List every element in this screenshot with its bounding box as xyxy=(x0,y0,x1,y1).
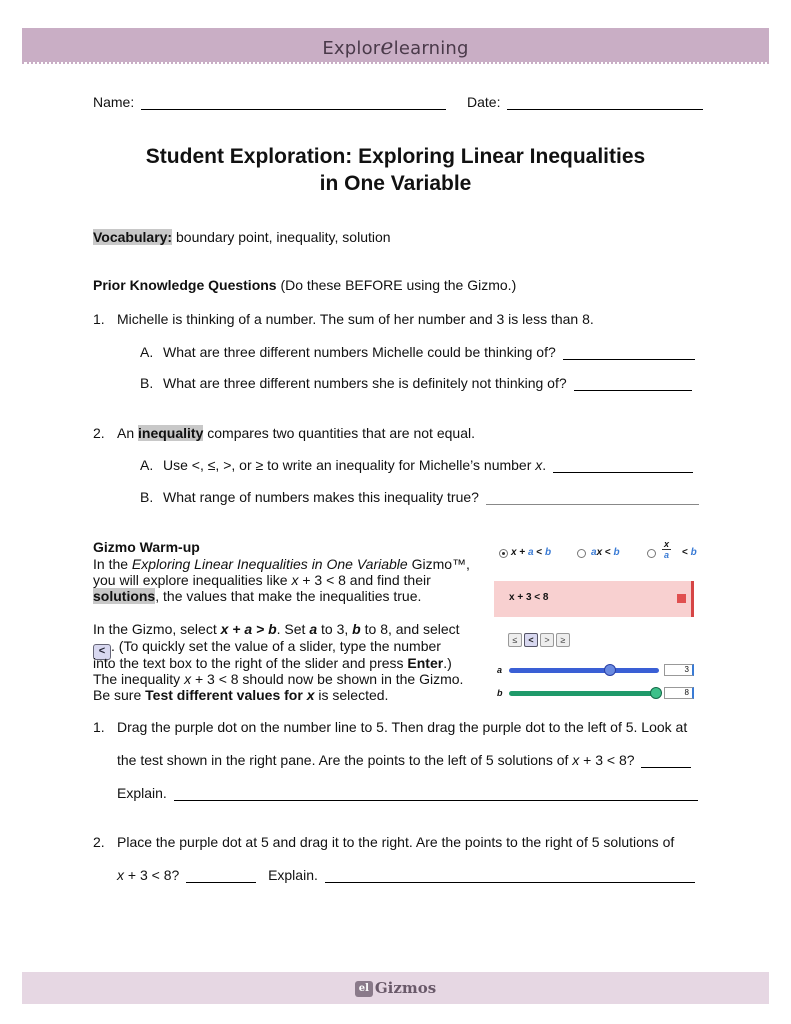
warmup-l1-pre: In the xyxy=(93,556,132,572)
q1a-row xyxy=(163,344,695,360)
warmup-p2-l5-post: is selected. xyxy=(314,687,389,703)
slider-a-track[interactable] xyxy=(509,668,659,673)
warmup-p2-l4-pre: The inequality xyxy=(93,671,185,687)
date-row xyxy=(467,94,703,110)
warmup-l3-post: , the values that make the inequalities true. xyxy=(155,588,422,604)
gizmos-logo xyxy=(22,979,769,997)
vocabulary-terms: boundary point, inequality, solution xyxy=(172,229,391,245)
warmup-p2-l5-pre: Be sure xyxy=(93,687,146,703)
q2a-answer-field[interactable] xyxy=(553,459,693,473)
gizmo-panel xyxy=(494,537,706,705)
wq2-number: 2. xyxy=(93,834,105,850)
slider-a-label: a xyxy=(497,665,503,675)
opt2-a: a xyxy=(591,547,597,558)
warmup-p2-a: a xyxy=(309,621,318,637)
warmup-enter: Enter xyxy=(407,655,444,671)
vocabulary-label: Vocabulary: xyxy=(93,229,173,245)
slider-b-value-input[interactable]: 8 xyxy=(664,687,694,699)
radio-x-plus-a[interactable] xyxy=(499,549,508,558)
q2-row xyxy=(117,425,475,441)
opt2-lt: < xyxy=(602,547,614,558)
warmup-p2-l2: . (To quickly set the value of a slider, type the number xyxy=(111,638,441,654)
inequality-display xyxy=(494,581,694,617)
date-label: Date: xyxy=(467,94,501,110)
date-field[interactable] xyxy=(507,96,703,110)
q2-post: compares two quantities that are not equal. xyxy=(203,425,475,441)
q1b-row xyxy=(163,375,692,391)
warmup-p2-post: to 8, and select xyxy=(360,621,460,637)
opt1-lt: < xyxy=(533,547,545,558)
page-title-line1: Student Exploration: Exploring Linear Inequalities xyxy=(145,145,646,168)
option-x-over-a-fraction xyxy=(662,539,671,560)
option-x-plus-a-label xyxy=(511,547,551,558)
q1-text: Michelle is thinking of a number. The sum of her number and 3 is less than 8. xyxy=(117,311,594,327)
explorelearning-logo xyxy=(22,35,769,60)
header-dotted-divider xyxy=(22,62,769,64)
q2b-text: What range of numbers makes this inequality true? xyxy=(163,489,479,505)
warmup-l2-var: x xyxy=(291,572,299,588)
prior-note: (Do these BEFORE using the Gizmo.) xyxy=(276,277,517,293)
slider-b-label: b xyxy=(497,688,503,698)
opt3-den: a xyxy=(664,550,670,560)
name-field[interactable] xyxy=(141,96,446,110)
prior-knowledge-heading xyxy=(93,277,516,293)
opt1-b: b xyxy=(544,547,552,558)
warmup-line2 xyxy=(93,572,431,588)
name-row xyxy=(93,94,446,110)
wq1-l2-post: + 3 < 8? xyxy=(579,752,635,768)
wq1-line2 xyxy=(117,752,691,768)
slider-b-track[interactable] xyxy=(509,691,659,696)
q1a-answer-field[interactable] xyxy=(563,346,695,360)
warmup-l2-pre: you will explore inequalities like xyxy=(93,572,292,588)
opt3-num: x xyxy=(664,539,670,549)
slider-a-value-input[interactable]: 3 xyxy=(664,664,694,676)
warmup-p2-b: b xyxy=(352,621,361,637)
q2a-post: . xyxy=(542,457,547,473)
q1b-letter: B. xyxy=(140,375,154,391)
header-bar xyxy=(22,28,769,62)
warmup-p2-l3-pre: into the text box to the right of the slider and press xyxy=(93,655,408,671)
wq2-explain-field[interactable] xyxy=(325,869,695,883)
wq1-line1: Drag the purple dot on the number line to 5. Then drag the purple dot to the left of 5. Look at xyxy=(117,719,688,735)
q2a-letter: A. xyxy=(140,457,154,473)
footer-bar xyxy=(22,972,769,1004)
warmup-p2-l5-var: x xyxy=(306,687,315,703)
logo-text-2: learning xyxy=(393,38,469,59)
warmup-p2-line3 xyxy=(93,655,452,671)
q2a-row xyxy=(163,457,693,473)
name-label: Name: xyxy=(93,94,135,110)
logo-script: e xyxy=(380,35,394,60)
warmup-test-label: Test different values for xyxy=(145,687,307,703)
slider-b-knob[interactable] xyxy=(650,687,662,699)
wq1-answer-field[interactable] xyxy=(641,754,691,768)
wq2-explain-label: Explain. xyxy=(268,867,318,883)
opt2-b: b xyxy=(613,547,620,558)
q2b-row xyxy=(163,489,699,505)
less-than-button-icon: < xyxy=(93,644,111,660)
wq2-l2-post: + 3 < 8? xyxy=(124,867,180,883)
opt3-b: b xyxy=(690,547,697,558)
option-x-over-a-label xyxy=(682,547,697,558)
comparison-buttons xyxy=(508,630,572,646)
warmup-line1 xyxy=(93,556,470,572)
slider-a-knob[interactable] xyxy=(604,664,616,676)
radio-ax[interactable] xyxy=(577,549,586,558)
warmup-heading: Gizmo Warm-up xyxy=(93,539,200,555)
opt1-plus: + xyxy=(516,547,528,558)
q1-number: 1. xyxy=(93,311,105,327)
warmup-p2-mid2: to 3, xyxy=(317,621,353,637)
radio-x-over-a[interactable] xyxy=(647,549,656,558)
q1b-text: What are three different numbers she is definitely not thinking of? xyxy=(163,375,567,391)
warmup-p2-l4-var: x xyxy=(184,671,192,687)
wq1-explain-field[interactable] xyxy=(174,787,698,801)
greater-than-button[interactable]: > xyxy=(540,633,554,647)
warmup-p2-mid: . Set xyxy=(276,621,310,637)
inequality-marker xyxy=(677,594,686,603)
warmup-l2-post: + 3 < 8 and find their xyxy=(298,572,431,588)
opt1-x: x xyxy=(511,547,517,558)
q1a-letter: A. xyxy=(140,344,154,360)
wq1-l2-var: x xyxy=(572,752,580,768)
wq1-l2-pre: the test shown in the right pane. Are the points to the left of 5 solutions of xyxy=(117,752,573,768)
wq2-answer-field[interactable] xyxy=(186,869,256,883)
option-ax-label xyxy=(591,547,620,558)
wq1-explain-label: Explain. xyxy=(117,785,167,801)
q2b-answer-field[interactable] xyxy=(486,491,699,505)
q2-term: inequality xyxy=(138,425,204,441)
inequality-type-selector xyxy=(494,541,706,569)
opt2-x: x xyxy=(596,547,603,558)
inequality-text: x + 3 < 8 xyxy=(509,592,549,603)
opt1-a: a xyxy=(527,547,534,558)
gizmos-badge-icon: el xyxy=(355,981,373,997)
q2-pre: An xyxy=(117,425,139,441)
warmup-p2-l3-post: .) xyxy=(443,655,452,671)
warmup-line3 xyxy=(93,588,421,604)
wq2-l2-var: x xyxy=(117,867,124,883)
logo-text-1: Explor xyxy=(322,38,381,59)
opt3-lt: < xyxy=(682,547,691,558)
warmup-l1-post: Gizmo™, xyxy=(407,556,470,572)
warmup-p2-line1 xyxy=(93,621,460,637)
warmup-p2-line5 xyxy=(93,687,388,703)
less-than-button[interactable]: < xyxy=(524,633,538,647)
warmup-solutions-term: solutions xyxy=(93,588,156,604)
q2a-var: x xyxy=(535,457,543,473)
wq1-explain-row xyxy=(117,785,698,801)
page-title-line2: in One Variable xyxy=(319,172,472,195)
q2-number: 2. xyxy=(93,425,105,441)
q1a-text: What are three different numbers Michelle could be thinking of? xyxy=(163,344,556,360)
gizmos-logo-text: Gizmos xyxy=(374,979,437,997)
wq1-number: 1. xyxy=(93,719,105,735)
vocabulary-row xyxy=(93,229,391,245)
wq2-line2 xyxy=(117,867,695,883)
greater-equal-button[interactable]: ≥ xyxy=(556,633,570,647)
q1b-answer-field[interactable] xyxy=(574,377,692,391)
warmup-p2-l4-post: + 3 < 8 should now be shown in the Gizmo. xyxy=(191,671,464,687)
prior-heading-text: Prior Knowledge Questions xyxy=(93,277,277,293)
wq2-line1: Place the purple dot at 5 and drag it to the right. Are the points to the right of 5 solutions of xyxy=(117,834,675,850)
q2b-letter: B. xyxy=(140,489,154,505)
warmup-p2-line4 xyxy=(93,671,463,687)
warmup-gizmo-name: Exploring Linear Inequalities in One Variable xyxy=(131,556,408,572)
q2a-text: Use <, ≤, >, or ≥ to write an inequality for Michelle’s number xyxy=(163,457,536,473)
warmup-p2-expr: x + a > b xyxy=(220,621,277,637)
less-equal-button[interactable]: ≤ xyxy=(508,633,522,647)
warmup-p2-pre: In the Gizmo, select xyxy=(93,621,221,637)
